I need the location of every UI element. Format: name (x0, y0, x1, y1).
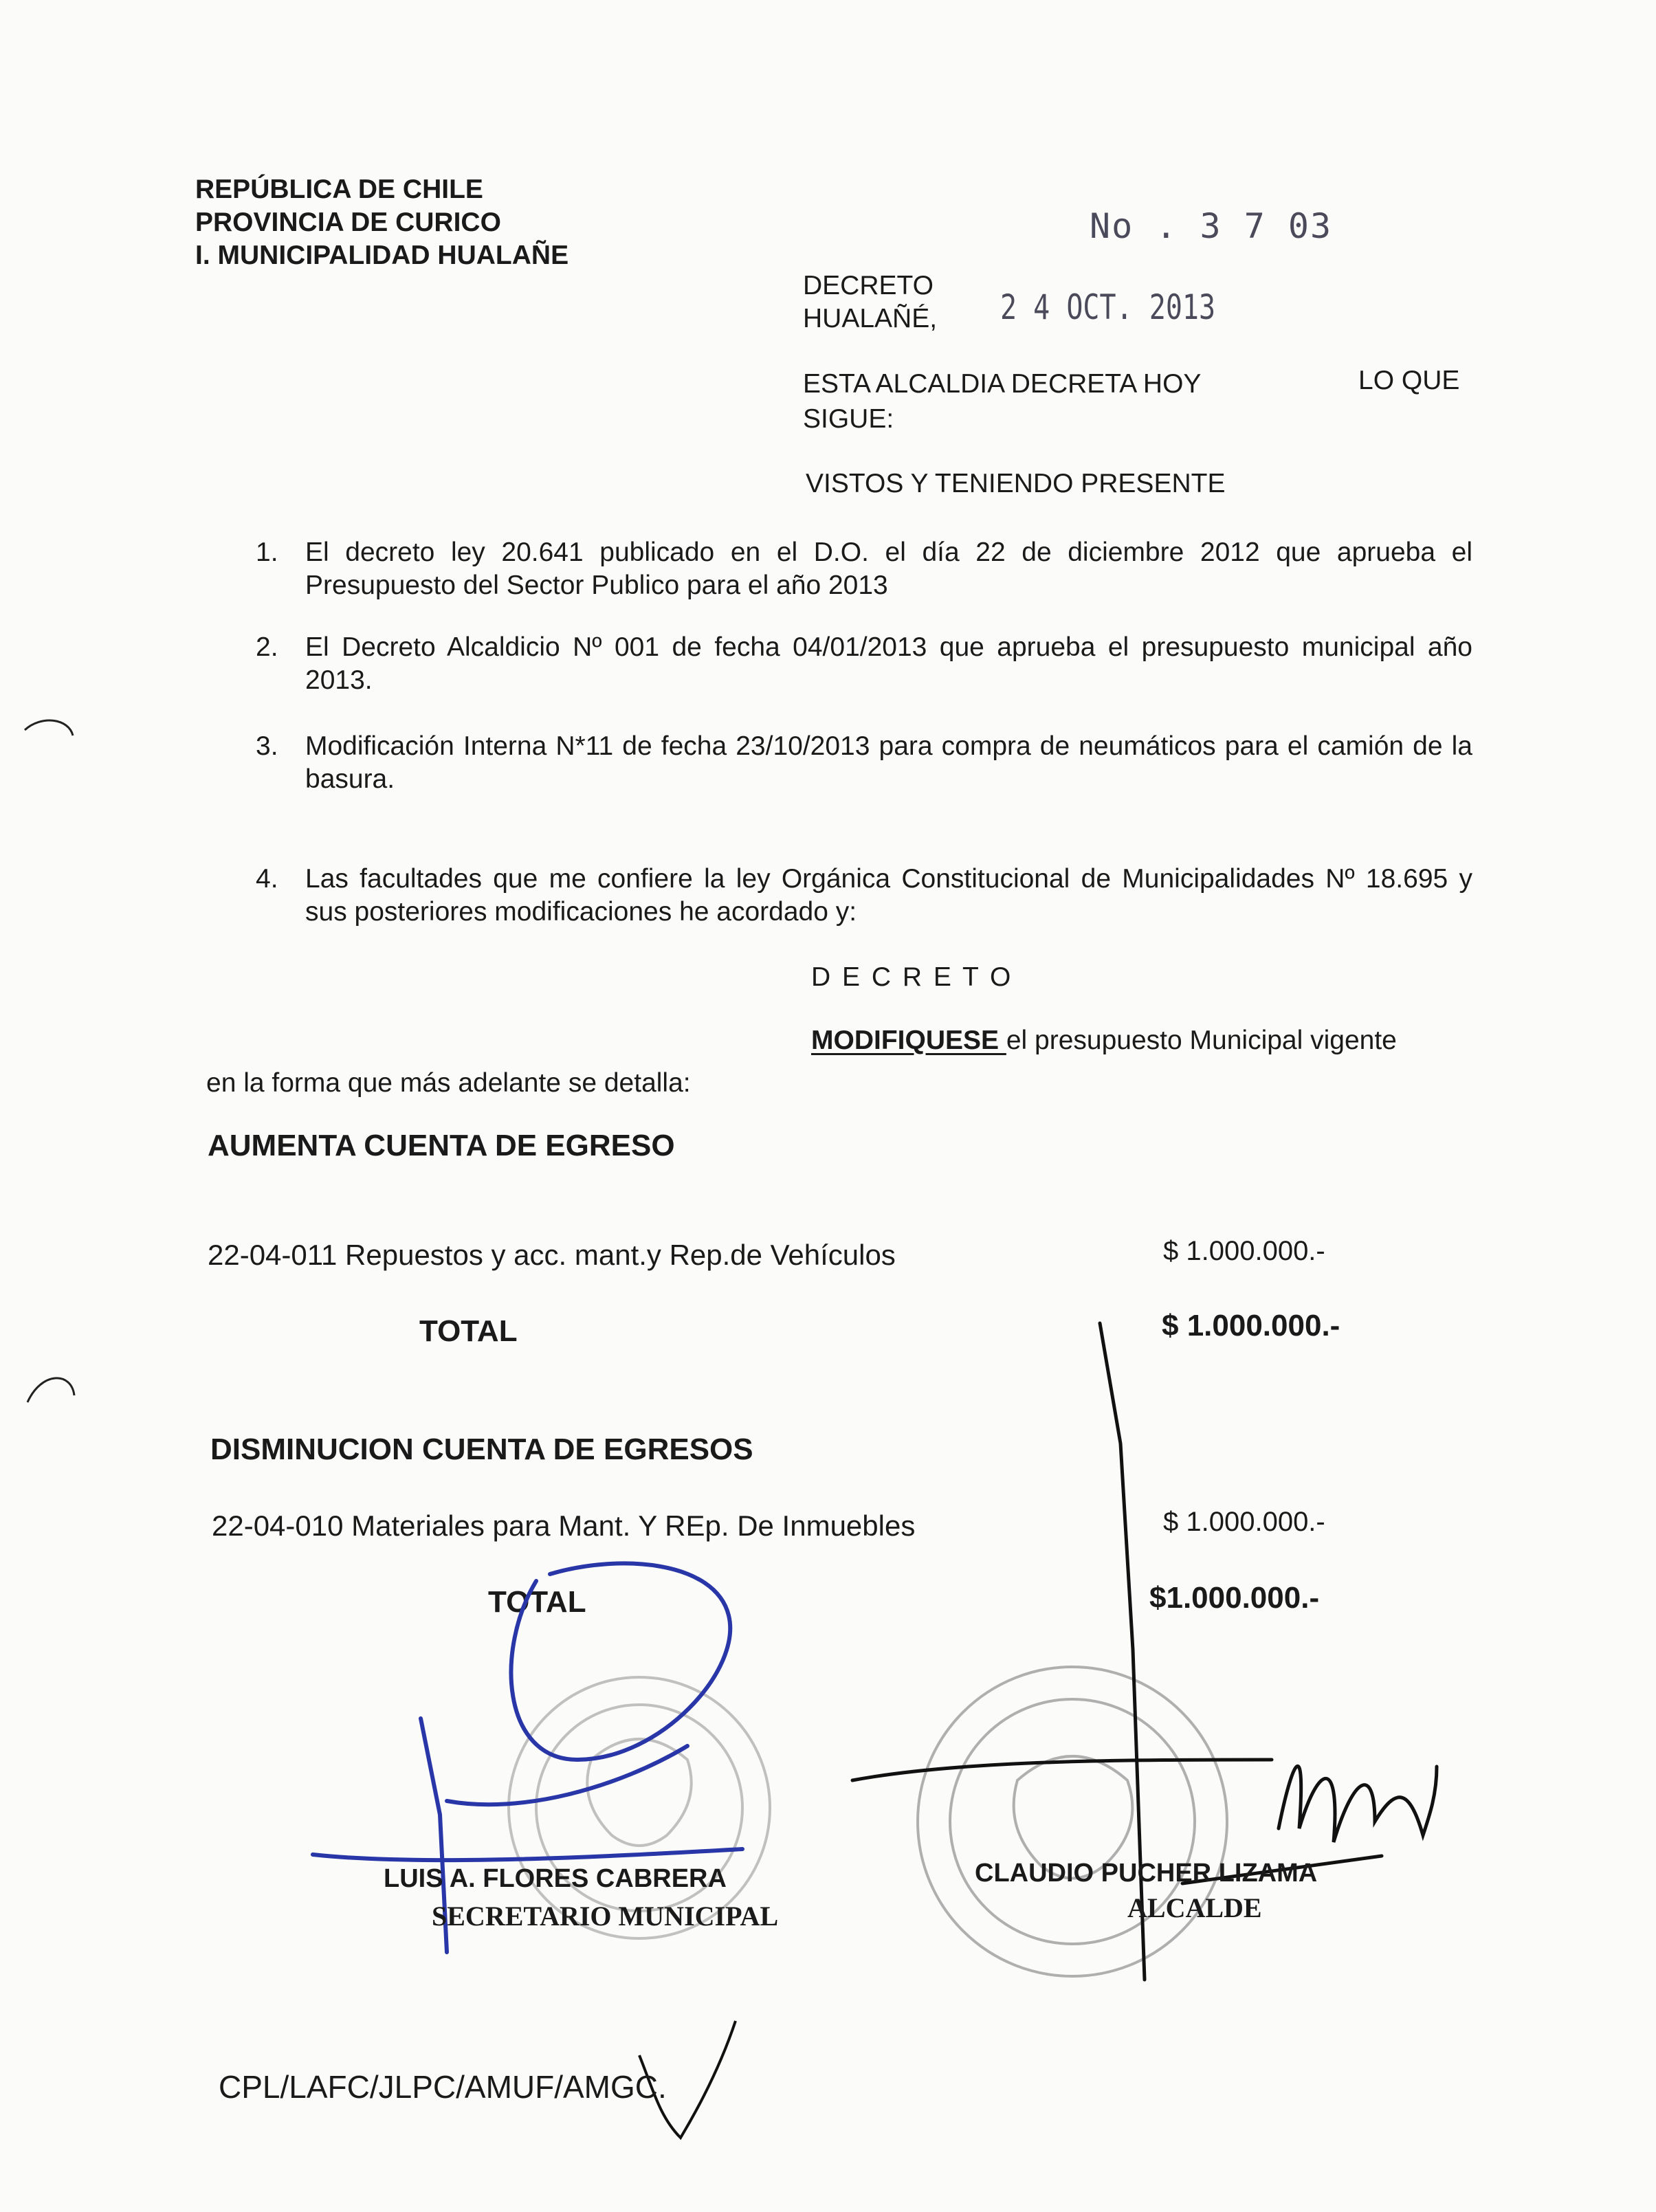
item-text: Las facultades que me confiere la ley Orgánica Constitucional de Municipalidades Nº 18.695 y sus posteriores modificaciones he acordado y: (305, 864, 1472, 927)
right-signer-name: CLAUDIO PUCHER LIZAMA (975, 1859, 1318, 1888)
item-text: El decreto ley 20.641 publicado en el D.O. el día 22 de diciembre 2012 que aprueba el Presupuesto del Sector Publico para el año 2013 (305, 538, 1472, 600)
left-signer-name: LUIS A. FLORES CABRERA (384, 1864, 727, 1893)
decree-number-stamp: No . 3 7 03 (1090, 206, 1333, 246)
aumenta-total-label: TOTAL (419, 1314, 518, 1348)
modifiquese-rest: el presupuesto Municipal vigente (1006, 1026, 1397, 1055)
item-text: Modificación Interna N*11 de fecha 23/10/2013 para compra de neumáticos para el camión de la basura. (305, 731, 1472, 794)
forma-line: en la forma que más adelante se detalla: (206, 1068, 691, 1098)
right-seal (918, 1667, 1227, 1976)
left-signature (313, 1563, 742, 1952)
binder-hole-icon (27, 1378, 74, 1402)
place-label: HUALAÑÉ, (803, 304, 938, 333)
disminucion-total-amount: $1.000.000.- (1149, 1581, 1320, 1615)
intro-line-2: SIGUE: (803, 404, 894, 434)
aumenta-line: 22-04-011 Repuestos y acc. mant.y Rep.de Vehículos (208, 1239, 896, 1271)
disminucion-total-label: TOTAL (488, 1585, 586, 1619)
modifiquese-line (811, 1024, 1397, 1057)
decree-date-stamp: 2 4 OCT. 2013 (1000, 287, 1216, 327)
item-number: 4. (256, 864, 278, 894)
left-seal (509, 1677, 770, 1938)
item-number: 2. (256, 632, 278, 662)
header-municipalidad: I. MUNICIPALIDAD HUALAÑE (195, 241, 569, 270)
header-republica: REPÚBLICA DE CHILE (195, 175, 483, 204)
item-number: 1. (256, 538, 278, 567)
modifiquese-word: MODIFIQUESE (811, 1026, 1006, 1055)
header-provincia: PROVINCIA DE CURICO (195, 208, 501, 237)
left-signer-title: SECRETARIO MUNICIPAL (432, 1901, 779, 1932)
list-item (256, 730, 1472, 799)
right-signer-title: ALCALDE (1127, 1892, 1262, 1923)
item-text: El Decreto Alcaldicio Nº 001 de fecha 04/01/2013 que aprueba el presupuesto municipal año 2013. (305, 632, 1472, 695)
item-number: 3. (256, 731, 278, 761)
list-item (256, 536, 1472, 605)
binder-hole-icon (25, 720, 73, 736)
aumenta-title: AUMENTA CUENTA DE EGRESO (208, 1129, 675, 1162)
aumenta-total-amount: $ 1.000.000.- (1162, 1309, 1340, 1342)
intro-line-1b: LO QUE (1358, 366, 1460, 395)
decreto-spaced: D E C R E T O (811, 962, 1013, 992)
list-item (256, 863, 1472, 931)
vistos-heading: VISTOS Y TENIENDO PRESENTE (806, 469, 1226, 498)
intro-line-1: ESTA ALCALDIA DECRETA HOY (803, 369, 1202, 399)
list-item (256, 631, 1472, 700)
disminucion-title: DISMINUCION CUENTA DE EGRESOS (210, 1433, 753, 1466)
disminucion-amount: $ 1.000.000.- (1163, 1507, 1325, 1537)
initials-line: CPL/LAFC/JLPC/AMUF/AMGC. (219, 2069, 667, 2105)
decreto-label: DECRETO (803, 271, 934, 300)
disminucion-line: 22-04-010 Materiales para Mant. Y REp. De Inmuebles (212, 1509, 916, 1542)
aumenta-amount: $ 1.000.000.- (1163, 1236, 1325, 1266)
